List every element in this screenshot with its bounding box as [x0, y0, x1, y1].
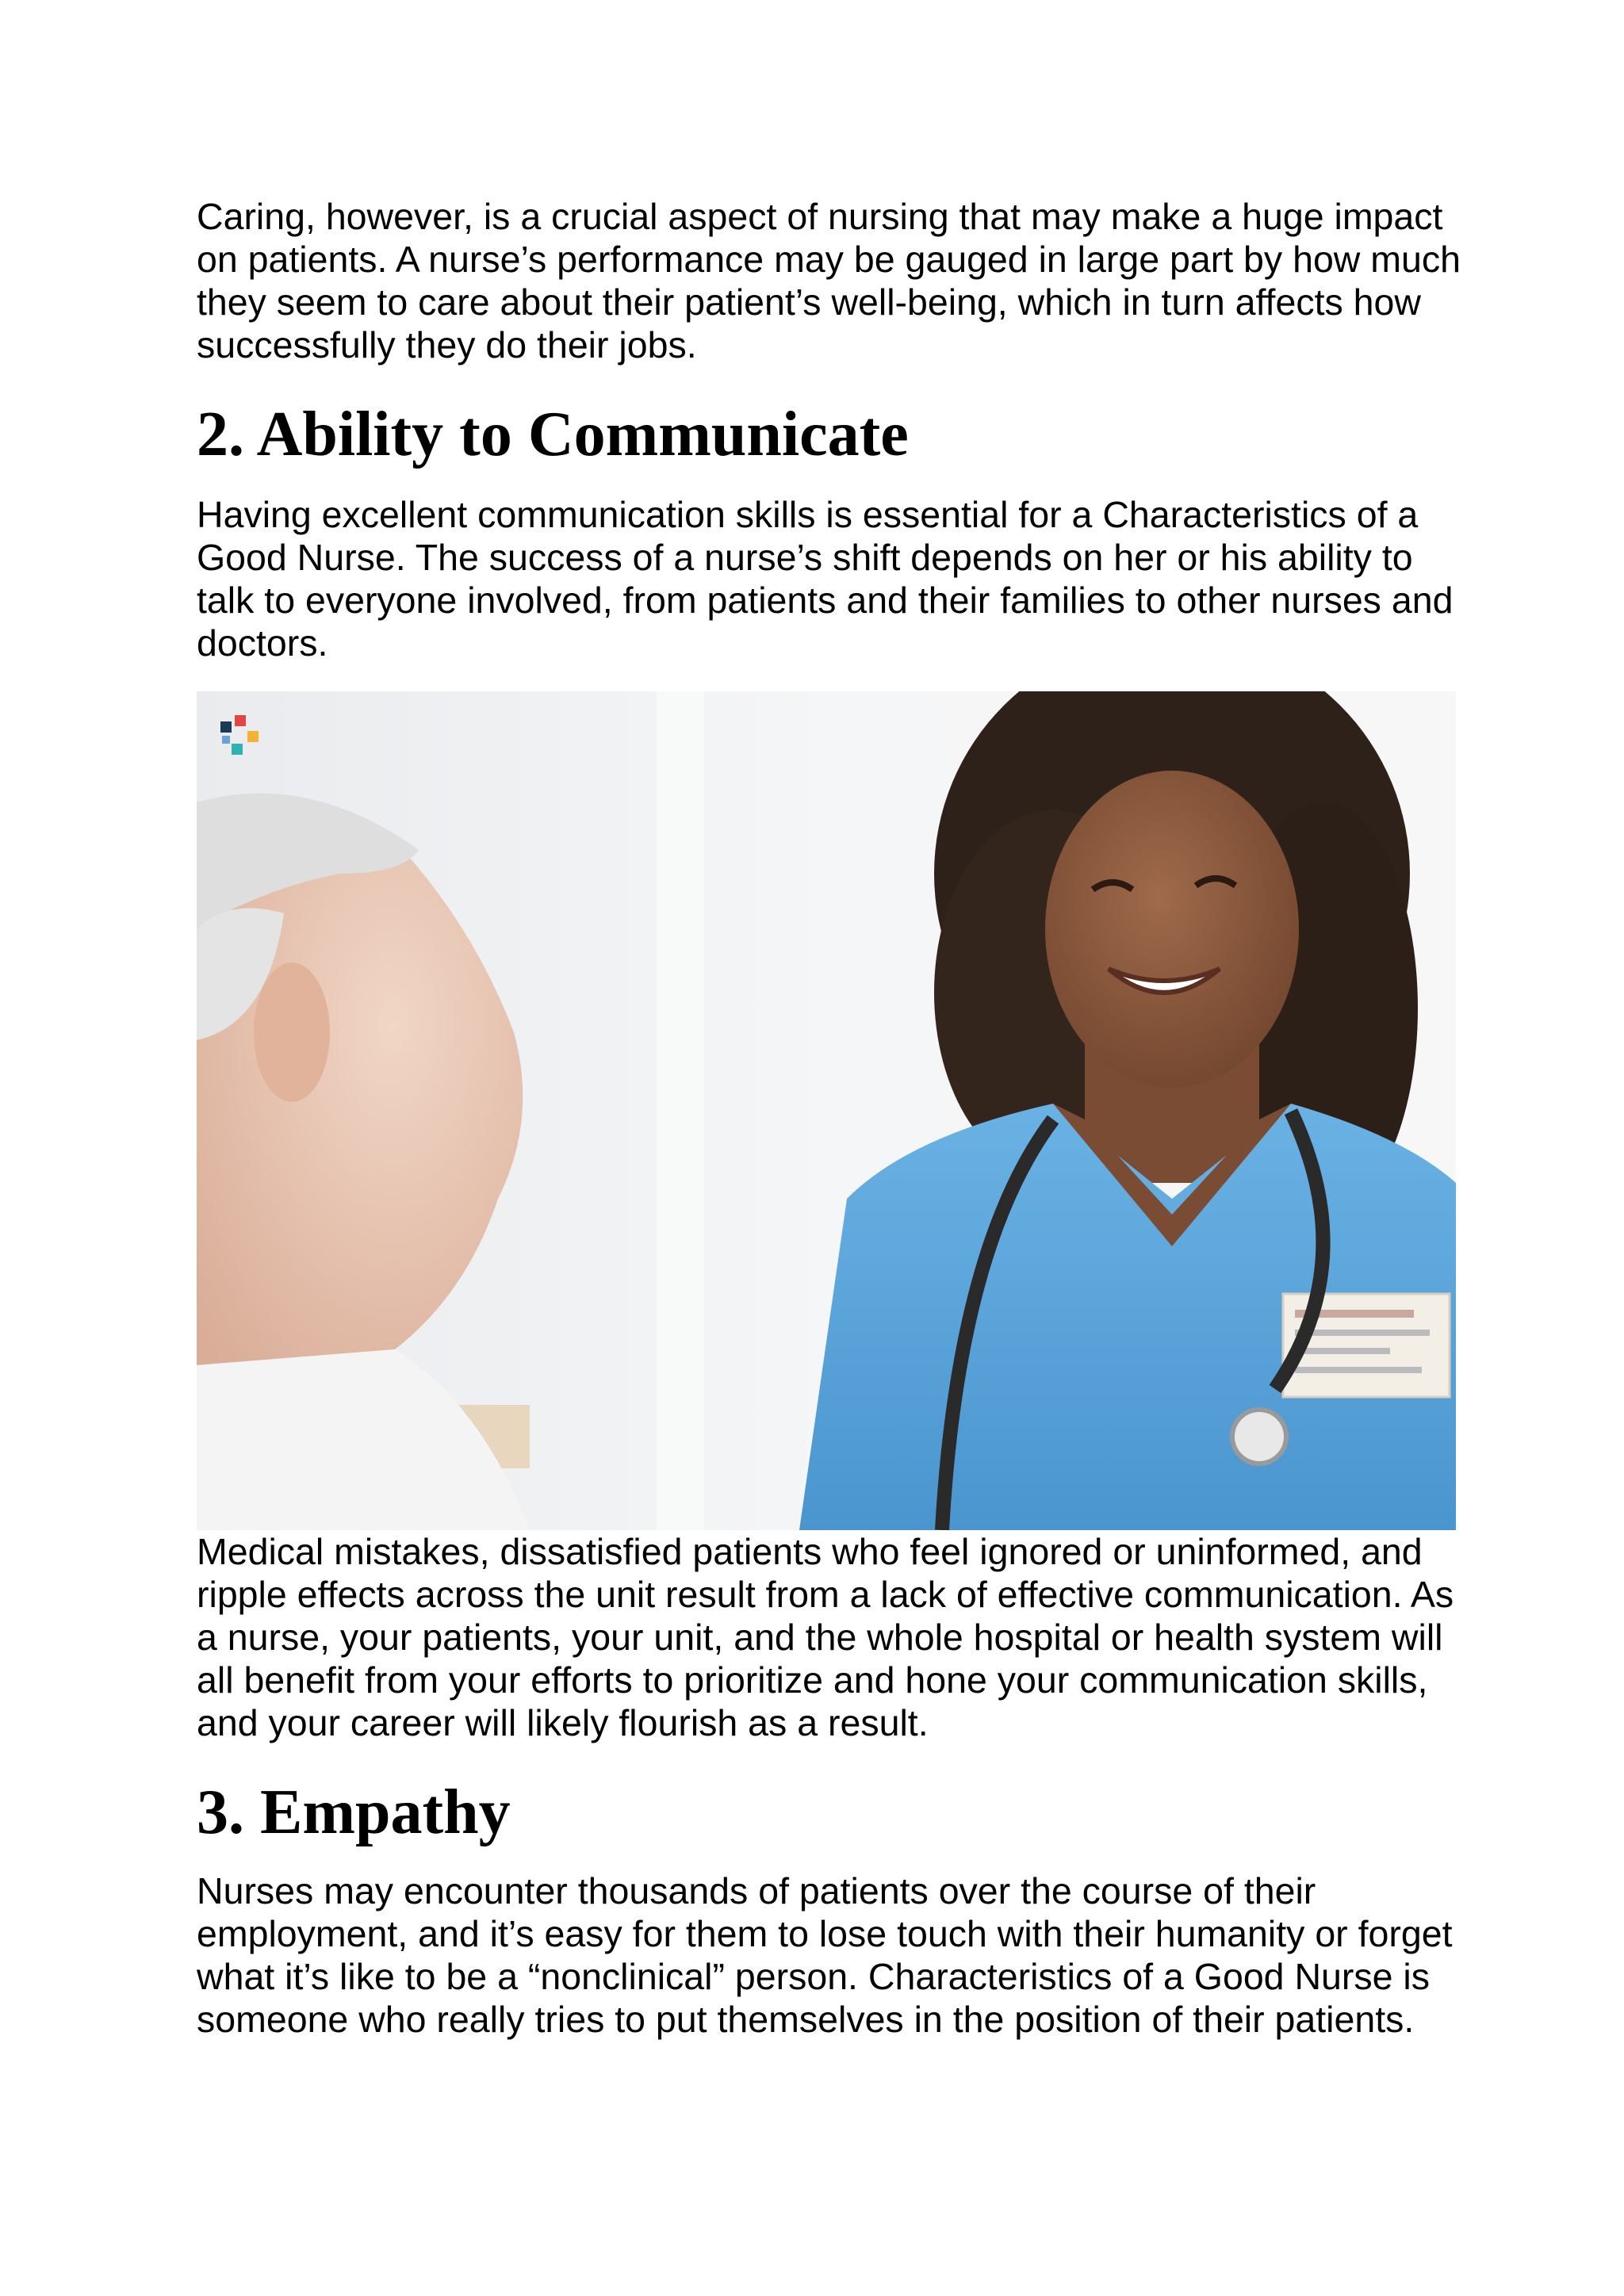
empathy-paragraph: Nurses may encounter thousands of patients over the course of their employment, and it’s easy for them to lose touch with their humanity or forget what it’s like to be a “nonclinical” person. Characteristics of a Good Nurse is someone who really tries to put themselves in the position of their patients. — [197, 1870, 1453, 2040]
section-heading-communicate: 2. Ability to Communicate — [197, 400, 909, 469]
nurse-patient-photo — [197, 691, 1456, 1530]
communication-followup-paragraph: Medical mistakes, dissatisfied patients who feel ignored or uninformed, and ripple effects across the unit result from a lack of effective communication. As a nurse, your patients, your unit, and the whole hospital or health system will all benefit from your efforts to prioritize and hone your communication skills, and your career will likely flourish as a result. — [197, 1531, 1454, 1743]
section-heading-empathy: 3. Empathy — [197, 1777, 511, 1847]
communication-paragraph: Having excellent communication skills is essential for a Characteristics of a Good Nurse. The success of a nurse’s shift depends on her or his ability to talk to everyone involved, from patients and their families to other nurses and doctors. — [197, 494, 1454, 664]
brand-logo-icon — [217, 714, 263, 760]
intro-paragraph: Caring, however, is a crucial aspect of nursing that may make a huge impact on patients. A nurse’s performance may be gauged in large part by how much they seem to care about their patient’s well-being, which in turn affects how successfully they do their jobs. — [197, 196, 1461, 365]
